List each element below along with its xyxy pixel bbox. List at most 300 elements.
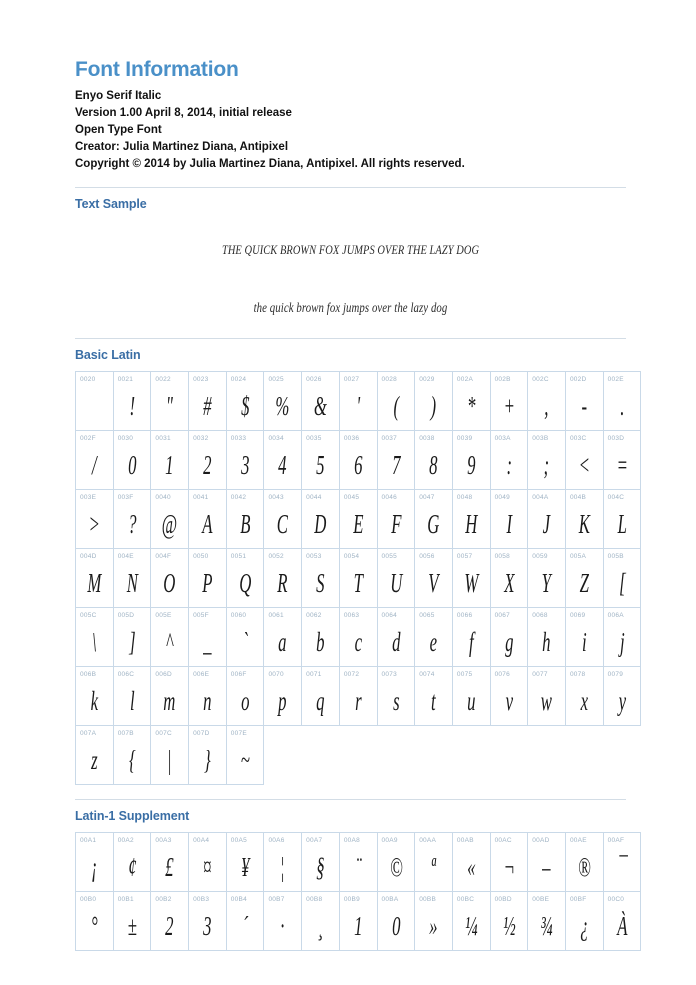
glyph-cell[interactable] (565, 549, 603, 608)
glyph-sample: X (503, 568, 515, 599)
glyph-cell[interactable] (302, 490, 340, 549)
glyph-cell[interactable] (76, 490, 114, 549)
glyph-codepoint-label: 00B1 (117, 896, 134, 904)
font-info-name: Enyo Serif Italic (75, 90, 162, 103)
glyph-cell[interactable] (189, 490, 227, 549)
glyph-codepoint-label: 006D (155, 671, 172, 679)
glyph-codepoint-label: 0024 (230, 376, 247, 384)
glyph-sample: & (313, 391, 327, 422)
glyph-cell[interactable] (565, 372, 603, 431)
glyph-cell[interactable] (264, 431, 302, 490)
glyph-codepoint-label: 004F (155, 553, 172, 561)
glyph-cell[interactable] (189, 372, 227, 431)
glyph-cell[interactable] (151, 608, 189, 667)
glyph-sample: I (506, 509, 512, 540)
glyph-codepoint-label: 00AF (607, 837, 625, 845)
glyph-cell[interactable] (189, 833, 227, 892)
glyph-sample: B (239, 509, 251, 540)
glyph-codepoint-label: 00AB (456, 837, 474, 845)
glyph-codepoint-label: 00A1 (80, 837, 97, 845)
glyph-sample (83, 384, 106, 428)
glyph-cell[interactable] (603, 372, 641, 431)
glyph-codepoint-label: 003F (117, 494, 134, 502)
glyph-cell[interactable] (377, 892, 415, 951)
document-content (75, 0, 626, 951)
font-info-format: Open Type Font (75, 124, 162, 137)
glyph-cell[interactable] (151, 490, 189, 549)
glyph-cell[interactable] (565, 608, 603, 667)
glyph-sample: J (542, 509, 551, 540)
glyph-cell[interactable] (339, 892, 377, 951)
glyph-sample: E (353, 509, 364, 540)
glyph-sample: ¥ (240, 852, 250, 883)
glyph-sample: T (353, 568, 363, 599)
glyph-codepoint-label: 00A5 (230, 837, 247, 845)
glyph-cell[interactable] (377, 667, 415, 726)
glyph-cell[interactable] (189, 892, 227, 951)
glyph-codepoint-label: 0065 (419, 612, 435, 620)
glyph-sample: 6 (353, 450, 363, 481)
glyph-sample: x (580, 686, 588, 717)
glyph-cell[interactable] (528, 490, 566, 549)
glyph-cell[interactable] (339, 608, 377, 667)
glyph-sample: ) (430, 391, 437, 422)
glyph-cell[interactable] (76, 667, 114, 726)
glyph-cell-empty (415, 726, 453, 785)
glyph-cell[interactable] (452, 667, 490, 726)
glyph-sample: u (467, 686, 476, 717)
glyph-sample: ¾ (540, 911, 553, 942)
glyph-codepoint-label: 006C (117, 671, 135, 679)
glyph-codepoint-label: 0036 (343, 435, 360, 443)
glyph-cell[interactable] (603, 431, 641, 490)
glyph-sample: M (87, 568, 102, 599)
glyph-codepoint-label: 005E (155, 612, 172, 620)
glyph-cell[interactable] (226, 667, 264, 726)
glyph-cell[interactable] (490, 549, 528, 608)
glyph-cell[interactable] (302, 833, 340, 892)
glyph-row (76, 372, 641, 431)
glyph-cell[interactable] (226, 833, 264, 892)
glyph-cell[interactable] (565, 892, 603, 951)
glyph-cell[interactable] (189, 608, 227, 667)
glyph-codepoint-label: 005A (569, 553, 587, 561)
glyph-cell[interactable] (302, 892, 340, 951)
glyph-sample: ¢ (127, 852, 137, 883)
glyph-cell[interactable] (603, 608, 641, 667)
glyph-cell[interactable] (151, 372, 189, 431)
glyph-cell[interactable] (452, 892, 490, 951)
glyph-sample: ¡ (91, 852, 98, 883)
glyph-sample: _ (203, 627, 212, 658)
glyph-cell[interactable] (226, 726, 264, 785)
glyph-cell[interactable] (528, 431, 566, 490)
glyph-codepoint-label: 005F (193, 612, 209, 620)
text-sample-area (75, 220, 626, 324)
glyph-cell[interactable] (302, 608, 340, 667)
glyph-codepoint-label: 003B (532, 435, 549, 443)
glyph-cell[interactable] (151, 667, 189, 726)
glyph-sample: h (542, 627, 551, 658)
glyph-codepoint-label: 0020 (80, 376, 96, 384)
glyph-sample: ¿ (580, 911, 589, 942)
glyph-sample: ` (242, 627, 248, 658)
glyph-sample: + (503, 391, 515, 422)
glyph-codepoint-label: 00AE (569, 837, 587, 845)
glyph-cell[interactable] (452, 431, 490, 490)
glyph-cell[interactable] (113, 833, 151, 892)
glyph-codepoint-label: 0053 (306, 553, 322, 561)
glyph-codepoint-label: 0073 (381, 671, 397, 679)
glyph-row (76, 608, 641, 667)
glyph-cell[interactable] (113, 608, 151, 667)
glyph-sample: K (578, 509, 590, 540)
glyph-cell[interactable] (415, 667, 453, 726)
glyph-sample: f (468, 627, 474, 658)
glyph-sample: ± (127, 911, 137, 942)
glyph-codepoint-label: 0022 (155, 376, 171, 384)
glyph-cell[interactable] (603, 490, 641, 549)
glyph-cell[interactable] (490, 892, 528, 951)
glyph-sample: q (316, 686, 325, 717)
glyph-codepoint-label: 006B (80, 671, 97, 679)
glyph-codepoint-label: 006A (607, 612, 624, 620)
glyph-cell[interactable] (565, 667, 603, 726)
glyph-codepoint-label: 002D (569, 376, 587, 384)
glyph-cell[interactable] (377, 608, 415, 667)
glyph-codepoint-label: 0050 (193, 553, 209, 561)
glyph-cell[interactable] (452, 490, 490, 549)
glyph-codepoint-label: 005D (117, 612, 135, 620)
glyph-cell[interactable] (339, 372, 377, 431)
glyph-sample: F (390, 509, 401, 540)
glyph-sample: k (90, 686, 99, 717)
glyph-sample: { (128, 745, 136, 776)
glyph-cell[interactable] (76, 892, 114, 951)
glyph-codepoint-label: 007A (80, 730, 97, 738)
glyph-codepoint-label: 00A9 (381, 837, 398, 845)
glyph-cell[interactable] (490, 372, 528, 431)
glyph-cell-empty (452, 726, 490, 785)
glyph-cell[interactable] (415, 892, 453, 951)
glyph-cell[interactable] (603, 667, 641, 726)
glyph-grid-latin1-supplement (75, 832, 641, 951)
glyph-codepoint-label: 0068 (532, 612, 548, 620)
glyph-cell[interactable] (302, 667, 340, 726)
glyph-codepoint-label: 0032 (193, 435, 209, 443)
glyph-row (76, 667, 641, 726)
glyph-cell[interactable] (113, 372, 151, 431)
glyph-codepoint-label: 0028 (381, 376, 397, 384)
glyph-codepoint-label: 00BC (456, 896, 475, 904)
glyph-cell-empty (339, 726, 377, 785)
glyph-cell[interactable] (415, 431, 453, 490)
glyph-codepoint-label: 00A2 (117, 837, 134, 845)
glyph-codepoint-label: 0040 (155, 494, 171, 502)
glyph-cell[interactable] (302, 549, 340, 608)
glyph-codepoint-label: 007E (230, 730, 247, 738)
glyph-codepoint-label: 00BD (494, 896, 512, 904)
glyph-cell[interactable] (490, 431, 528, 490)
glyph-cell[interactable] (415, 490, 453, 549)
glyph-cell[interactable] (452, 549, 490, 608)
glyph-cell[interactable] (415, 608, 453, 667)
glyph-cell[interactable] (226, 608, 264, 667)
glyph-codepoint-label: 0045 (343, 494, 360, 502)
glyph-sample: V (428, 568, 439, 599)
glyph-codepoint-label: 007D (193, 730, 210, 738)
glyph-cell[interactable] (528, 372, 566, 431)
glyph-sample: P (202, 568, 213, 599)
glyph-codepoint-label: 0070 (268, 671, 284, 679)
glyph-sample: ¸ (317, 911, 324, 942)
glyph-cell[interactable] (528, 549, 566, 608)
glyph-codepoint-label: 0041 (193, 494, 209, 502)
section-divider (75, 338, 626, 339)
glyph-codepoint-label: 0064 (381, 612, 397, 620)
glyph-cell[interactable] (189, 431, 227, 490)
section-divider (75, 187, 626, 188)
glyph-cell[interactable] (377, 431, 415, 490)
glyph-cell[interactable] (226, 549, 264, 608)
glyph-codepoint-label: 0060 (230, 612, 247, 620)
glyph-cell[interactable] (226, 431, 264, 490)
glyph-cell[interactable] (264, 833, 302, 892)
glyph-sample: ¼ (464, 911, 478, 942)
glyph-codepoint-label: 0027 (343, 376, 360, 384)
glyph-cell[interactable] (339, 833, 377, 892)
glyph-sample: ~ (240, 745, 250, 776)
glyph-cell[interactable] (565, 431, 603, 490)
glyph-codepoint-label: 00A8 (343, 837, 360, 845)
glyph-codepoint-label: 006F (230, 671, 247, 679)
glyph-codepoint-label: 0029 (419, 376, 435, 384)
glyph-codepoint-label: 0035 (306, 435, 322, 443)
glyph-cell[interactable] (226, 372, 264, 431)
glyph-cell[interactable] (226, 490, 264, 549)
glyph-codepoint-label: 0037 (381, 435, 397, 443)
glyph-sample: ¬ (503, 852, 515, 883)
glyph-codepoint-label: 0063 (343, 612, 360, 620)
glyph-codepoint-label: 0079 (607, 671, 624, 679)
glyph-codepoint-label: 0069 (569, 612, 586, 620)
glyph-codepoint-label: 00AD (532, 837, 550, 845)
glyph-cell[interactable] (189, 667, 227, 726)
glyph-cell[interactable] (415, 833, 453, 892)
glyph-cell[interactable] (528, 833, 566, 892)
glyph-cell[interactable] (264, 372, 302, 431)
glyph-sample: ' (356, 391, 360, 422)
glyph-cell[interactable] (565, 490, 603, 549)
glyph-cell[interactable] (113, 490, 151, 549)
glyph-cell[interactable] (113, 726, 151, 785)
glyph-sample: © (389, 852, 403, 883)
glyph-cell-empty (302, 726, 340, 785)
glyph-sample: ¨ (355, 852, 361, 883)
glyph-codepoint-label: 0031 (155, 435, 171, 443)
glyph-sample: / (92, 450, 97, 481)
glyph-sample: ® (577, 852, 591, 883)
glyph-codepoint-label: 003A (494, 435, 511, 443)
glyph-cell[interactable] (565, 833, 603, 892)
glyph-sample: n (203, 686, 212, 717)
glyph-codepoint-label: 00BA (381, 896, 399, 904)
glyph-sample: # (203, 391, 212, 422)
glyph-codepoint-label: 002B (494, 376, 511, 384)
glyph-sample: Y (541, 568, 552, 599)
glyph-cell[interactable] (113, 667, 151, 726)
glyph-cell[interactable] (490, 608, 528, 667)
glyph-codepoint-label: 00B0 (80, 896, 97, 904)
glyph-cell[interactable] (76, 372, 114, 431)
glyph-cell[interactable] (377, 833, 415, 892)
glyph-sample: s (392, 686, 400, 717)
glyph-row (76, 431, 641, 490)
glyph-row (76, 490, 641, 549)
glyph-codepoint-label: 0076 (494, 671, 511, 679)
glyph-sample: j (619, 627, 625, 658)
glyph-cell[interactable] (302, 431, 340, 490)
page-title: Font Information (75, 58, 239, 81)
glyph-cell[interactable] (264, 549, 302, 608)
glyph-sample: A (202, 509, 213, 540)
glyph-cell[interactable] (76, 833, 114, 892)
font-info-copyright: Copyright © 2014 by Julia Martinez Diana, Antipixel. All rights reserved. (75, 158, 465, 171)
glyph-cell[interactable] (113, 892, 151, 951)
glyph-cell-empty (264, 726, 302, 785)
glyph-sample: 5 (316, 450, 325, 481)
glyph-codepoint-label: 003C (569, 435, 587, 443)
glyph-sample: t (431, 686, 436, 717)
glyph-sample: v (505, 686, 513, 717)
glyph-cell[interactable] (226, 892, 264, 951)
glyph-sample: R (277, 568, 288, 599)
glyph-sample: 2 (203, 450, 212, 481)
glyph-cell[interactable] (415, 549, 453, 608)
glyph-cell[interactable] (113, 431, 151, 490)
glyph-cell[interactable] (415, 372, 453, 431)
glyph-cell[interactable] (76, 431, 114, 490)
glyph-sample: ! (129, 391, 135, 422)
glyph-cell[interactable] (113, 549, 151, 608)
glyph-sample: \ (92, 627, 97, 658)
glyph-codepoint-label: 00B7 (268, 896, 285, 904)
glyph-row (76, 892, 641, 951)
glyph-sample: 1 (165, 450, 174, 481)
glyph-codepoint-label: 0023 (193, 376, 209, 384)
glyph-sample: = (616, 450, 628, 481)
glyph-sample: ; (543, 450, 550, 481)
glyph-sample: S (316, 568, 325, 599)
glyph-sample: d (391, 627, 401, 658)
glyph-cell[interactable] (339, 667, 377, 726)
section-heading-latin1-supplement: Latin-1 Supplement (75, 809, 190, 824)
glyph-cell[interactable] (339, 549, 377, 608)
glyph-cell[interactable] (603, 549, 641, 608)
glyph-cell[interactable] (452, 833, 490, 892)
section-divider (75, 799, 626, 800)
font-info-creator: Creator: Julia Martinez Diana, Antipixel (75, 141, 289, 154)
glyph-codepoint-label: 005C (80, 612, 97, 620)
glyph-sample: , (544, 391, 549, 422)
glyph-cell[interactable] (603, 892, 641, 951)
glyph-sample: y (618, 686, 626, 717)
glyph-codepoint-label: 003D (607, 435, 625, 443)
glyph-cell[interactable] (603, 833, 641, 892)
glyph-cell[interactable] (377, 549, 415, 608)
glyph-sample: % (275, 391, 290, 422)
glyph-sample: ° (90, 911, 98, 942)
glyph-cell[interactable] (490, 490, 528, 549)
glyph-sample: L (617, 509, 627, 540)
glyph-cell[interactable] (302, 372, 340, 431)
glyph-cell[interactable] (151, 833, 189, 892)
glyph-cell[interactable] (452, 372, 490, 431)
glyph-sample: c (354, 627, 362, 658)
glyph-cell[interactable] (76, 608, 114, 667)
glyph-cell[interactable] (151, 431, 189, 490)
glyph-cell[interactable] (189, 726, 227, 785)
glyph-cell[interactable] (490, 833, 528, 892)
glyph-cell[interactable] (264, 667, 302, 726)
glyph-cell[interactable] (151, 726, 189, 785)
glyph-codepoint-label: 004B (569, 494, 587, 502)
glyph-codepoint-label: 00B2 (155, 896, 172, 904)
glyph-sample: Q (239, 568, 252, 599)
text-sample-lowercase: the quick brown fox jumps over the lazy dog (253, 300, 448, 316)
glyph-cell[interactable] (151, 549, 189, 608)
glyph-cell[interactable] (339, 490, 377, 549)
glyph-cell[interactable] (264, 490, 302, 549)
glyph-sample: r (354, 686, 362, 717)
glyph-cell[interactable] (528, 667, 566, 726)
glyph-cell[interactable] (377, 490, 415, 549)
glyph-cell[interactable] (339, 431, 377, 490)
glyph-codepoint-label: 00B4 (230, 896, 247, 904)
glyph-cell[interactable] (76, 549, 114, 608)
glyph-cell[interactable] (528, 892, 566, 951)
glyph-sample: 3 (240, 450, 250, 481)
glyph-codepoint-label: 0030 (117, 435, 134, 443)
glyph-codepoint-label: 0043 (268, 494, 284, 502)
glyph-codepoint-label: 003E (80, 494, 97, 502)
glyph-sample: a (278, 627, 287, 658)
glyph-cell[interactable] (189, 549, 227, 608)
glyph-codepoint-label: 00A6 (268, 837, 285, 845)
glyph-grid-basic-latin-wrapper (75, 371, 626, 785)
glyph-cell[interactable] (528, 608, 566, 667)
glyph-sample: 9 (467, 450, 476, 481)
glyph-sample: g (504, 627, 514, 658)
glyph-cell[interactable] (264, 892, 302, 951)
glyph-cell[interactable] (76, 726, 114, 785)
glyph-cell[interactable] (264, 608, 302, 667)
glyph-codepoint-label: 002C (532, 376, 549, 384)
glyph-codepoint-label: 00BE (532, 896, 550, 904)
glyph-sample: W (464, 568, 479, 599)
glyph-sample: * (467, 391, 476, 422)
glyph-cell[interactable] (377, 372, 415, 431)
glyph-sample: @ (162, 509, 178, 540)
glyph-codepoint-label: 0066 (456, 612, 473, 620)
glyph-codepoint-label: 0034 (268, 435, 284, 443)
glyph-row (76, 726, 641, 785)
glyph-cell[interactable] (452, 608, 490, 667)
glyph-codepoint-label: 0074 (419, 671, 435, 679)
glyph-cell[interactable] (151, 892, 189, 951)
glyph-cell[interactable] (490, 667, 528, 726)
glyph-codepoint-label: 0047 (419, 494, 435, 502)
